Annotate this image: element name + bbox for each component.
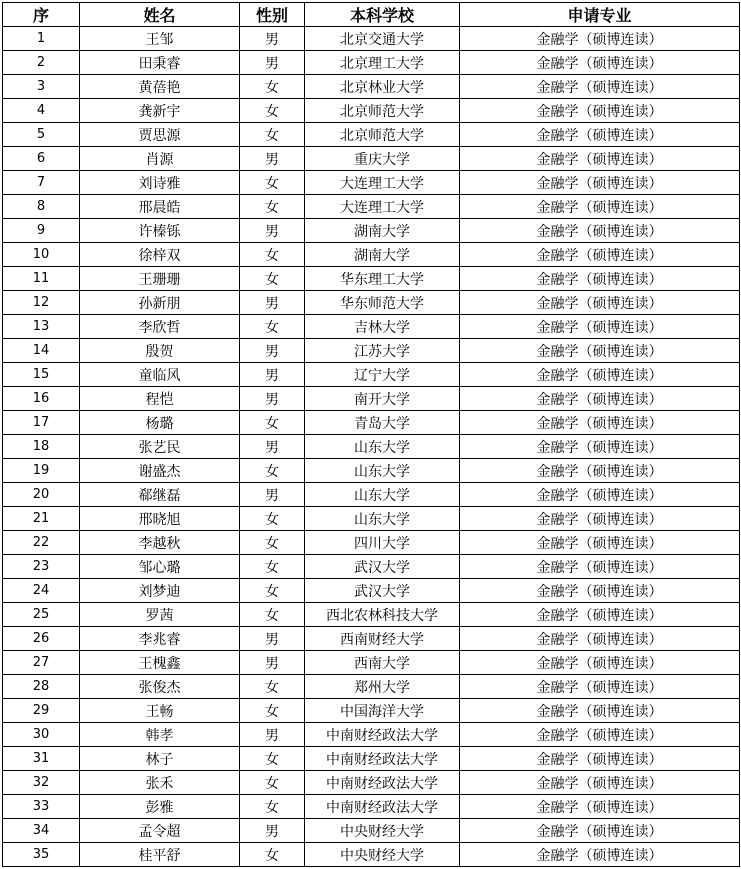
- cell-school: 武汉大学: [305, 555, 460, 579]
- cell-major: 金融学（硕博连读）: [460, 363, 740, 387]
- cell-major: 金融学（硕博连读）: [460, 51, 740, 75]
- table-row: [3, 75, 740, 99]
- cell-major: 金融学（硕博连读）: [460, 819, 740, 843]
- table-row: [3, 27, 740, 51]
- cell-index: 22: [3, 531, 80, 555]
- cell-name: 贾思源: [80, 123, 240, 147]
- cell-name: 殷贺: [80, 339, 240, 363]
- table-row: [3, 339, 740, 363]
- cell-major: 金融学（硕博连读）: [460, 699, 740, 723]
- cell-index: 12: [3, 291, 80, 315]
- cell-gender: 女: [240, 795, 305, 819]
- cell-name: 孟令超: [80, 819, 240, 843]
- cell-gender: 女: [240, 195, 305, 219]
- cell-gender: 男: [240, 819, 305, 843]
- cell-gender: 女: [240, 411, 305, 435]
- cell-name: 孙新朋: [80, 291, 240, 315]
- header-gender: 性别: [240, 3, 305, 27]
- cell-major: 金融学（硕博连读）: [460, 387, 740, 411]
- cell-gender: 男: [240, 27, 305, 51]
- cell-name: 邢晨皓: [80, 195, 240, 219]
- table-header-row: [3, 3, 740, 27]
- cell-major: 金融学（硕博连读）: [460, 147, 740, 171]
- cell-school: 北京交通大学: [305, 27, 460, 51]
- cell-index: 25: [3, 603, 80, 627]
- cell-school: 辽宁大学: [305, 363, 460, 387]
- cell-index: 3: [3, 75, 80, 99]
- cell-gender: 女: [240, 699, 305, 723]
- cell-major: 金融学（硕博连读）: [460, 843, 740, 867]
- cell-school: 西南大学: [305, 651, 460, 675]
- table-row: [3, 627, 740, 651]
- cell-school: 中南财经政法大学: [305, 747, 460, 771]
- cell-index: 8: [3, 195, 80, 219]
- cell-major: 金融学（硕博连读）: [460, 531, 740, 555]
- cell-index: 19: [3, 459, 80, 483]
- cell-index: 13: [3, 315, 80, 339]
- table-row: [3, 699, 740, 723]
- table-row: [3, 579, 740, 603]
- cell-major: 金融学（硕博连读）: [460, 315, 740, 339]
- cell-gender: 男: [240, 435, 305, 459]
- header-name: 姓名: [80, 3, 240, 27]
- cell-gender: 女: [240, 315, 305, 339]
- cell-school: 北京师范大学: [305, 99, 460, 123]
- cell-major: 金融学（硕博连读）: [460, 483, 740, 507]
- cell-school: 湖南大学: [305, 219, 460, 243]
- cell-school: 西北农林科技大学: [305, 603, 460, 627]
- cell-major: 金融学（硕博连读）: [460, 75, 740, 99]
- cell-name: 肖源: [80, 147, 240, 171]
- cell-school: 中南财经政法大学: [305, 795, 460, 819]
- cell-index: 7: [3, 171, 80, 195]
- cell-name: 王邹: [80, 27, 240, 51]
- cell-gender: 女: [240, 459, 305, 483]
- cell-school: 中央财经大学: [305, 843, 460, 867]
- table-row: [3, 291, 740, 315]
- table-row: [3, 483, 740, 507]
- cell-index: 32: [3, 771, 80, 795]
- table-row: [3, 675, 740, 699]
- cell-name: 谢盛杰: [80, 459, 240, 483]
- cell-gender: 男: [240, 339, 305, 363]
- cell-major: 金融学（硕博连读）: [460, 627, 740, 651]
- cell-name: 刘诗雅: [80, 171, 240, 195]
- cell-school: 中南财经政法大学: [305, 723, 460, 747]
- cell-gender: 女: [240, 555, 305, 579]
- table-row: [3, 315, 740, 339]
- cell-name: 桂平舒: [80, 843, 240, 867]
- cell-school: 重庆大学: [305, 147, 460, 171]
- cell-major: 金融学（硕博连读）: [460, 219, 740, 243]
- cell-name: 杨璐: [80, 411, 240, 435]
- cell-name: 罗茜: [80, 603, 240, 627]
- cell-index: 9: [3, 219, 80, 243]
- table-row: [3, 555, 740, 579]
- cell-gender: 女: [240, 603, 305, 627]
- cell-index: 24: [3, 579, 80, 603]
- cell-gender: 男: [240, 651, 305, 675]
- cell-name: 林子: [80, 747, 240, 771]
- cell-index: 1: [3, 27, 80, 51]
- cell-index: 2: [3, 51, 80, 75]
- cell-major: 金融学（硕博连读）: [460, 99, 740, 123]
- cell-index: 10: [3, 243, 80, 267]
- cell-major: 金融学（硕博连读）: [460, 27, 740, 51]
- cell-gender: 女: [240, 747, 305, 771]
- cell-school: 中央财经大学: [305, 819, 460, 843]
- cell-index: 14: [3, 339, 80, 363]
- cell-name: 王槐鑫: [80, 651, 240, 675]
- cell-gender: 男: [240, 51, 305, 75]
- cell-name: 李欣哲: [80, 315, 240, 339]
- cell-major: 金融学（硕博连读）: [460, 459, 740, 483]
- cell-major: 金融学（硕博连读）: [460, 651, 740, 675]
- cell-name: 黄蓓艳: [80, 75, 240, 99]
- cell-index: 27: [3, 651, 80, 675]
- table-row: [3, 435, 740, 459]
- cell-school: 中国海洋大学: [305, 699, 460, 723]
- table-row: [3, 531, 740, 555]
- cell-index: 29: [3, 699, 80, 723]
- cell-major: 金融学（硕博连读）: [460, 507, 740, 531]
- table-row: [3, 147, 740, 171]
- cell-gender: 女: [240, 531, 305, 555]
- cell-index: 15: [3, 363, 80, 387]
- cell-index: 30: [3, 723, 80, 747]
- cell-major: 金融学（硕博连读）: [460, 195, 740, 219]
- cell-name: 程恺: [80, 387, 240, 411]
- cell-gender: 男: [240, 147, 305, 171]
- table-row: [3, 795, 740, 819]
- cell-gender: 女: [240, 123, 305, 147]
- cell-name: 龚新宇: [80, 99, 240, 123]
- cell-gender: 女: [240, 843, 305, 867]
- cell-name: 李兆睿: [80, 627, 240, 651]
- cell-gender: 女: [240, 267, 305, 291]
- table-row: [3, 171, 740, 195]
- cell-school: 北京林业大学: [305, 75, 460, 99]
- table-row: [3, 195, 740, 219]
- cell-major: 金融学（硕博连读）: [460, 123, 740, 147]
- cell-index: 6: [3, 147, 80, 171]
- admission-list-table: [2, 2, 740, 867]
- cell-school: 山东大学: [305, 435, 460, 459]
- cell-school: 大连理工大学: [305, 171, 460, 195]
- cell-index: 11: [3, 267, 80, 291]
- cell-school: 江苏大学: [305, 339, 460, 363]
- cell-gender: 女: [240, 675, 305, 699]
- cell-school: 华东师范大学: [305, 291, 460, 315]
- cell-gender: 女: [240, 243, 305, 267]
- cell-name: 李越秋: [80, 531, 240, 555]
- cell-name: 张俊杰: [80, 675, 240, 699]
- cell-name: 童临风: [80, 363, 240, 387]
- cell-gender: 女: [240, 771, 305, 795]
- cell-school: 华东理工大学: [305, 267, 460, 291]
- cell-index: 21: [3, 507, 80, 531]
- cell-name: 徐梓双: [80, 243, 240, 267]
- cell-major: 金融学（硕博连读）: [460, 747, 740, 771]
- cell-school: 山东大学: [305, 507, 460, 531]
- cell-school: 北京师范大学: [305, 123, 460, 147]
- cell-major: 金融学（硕博连读）: [460, 339, 740, 363]
- header-school: 本科学校: [305, 3, 460, 27]
- cell-major: 金融学（硕博连读）: [460, 267, 740, 291]
- cell-major: 金融学（硕博连读）: [460, 795, 740, 819]
- cell-major: 金融学（硕博连读）: [460, 555, 740, 579]
- cell-gender: 男: [240, 387, 305, 411]
- cell-name: 田秉睿: [80, 51, 240, 75]
- table-row: [3, 507, 740, 531]
- cell-gender: 女: [240, 99, 305, 123]
- table-row: [3, 843, 740, 867]
- cell-index: 33: [3, 795, 80, 819]
- cell-school: 武汉大学: [305, 579, 460, 603]
- cell-school: 北京理工大学: [305, 51, 460, 75]
- header-major: 申请专业: [460, 3, 740, 27]
- cell-index: 17: [3, 411, 80, 435]
- cell-major: 金融学（硕博连读）: [460, 291, 740, 315]
- cell-gender: 男: [240, 291, 305, 315]
- cell-name: 刘梦迪: [80, 579, 240, 603]
- cell-major: 金融学（硕博连读）: [460, 723, 740, 747]
- table-row: [3, 219, 740, 243]
- cell-gender: 男: [240, 723, 305, 747]
- cell-name: 邹心璐: [80, 555, 240, 579]
- table-row: [3, 723, 740, 747]
- cell-major: 金融学（硕博连读）: [460, 675, 740, 699]
- cell-name: 郗继磊: [80, 483, 240, 507]
- cell-gender: 男: [240, 627, 305, 651]
- table-row: [3, 651, 740, 675]
- cell-index: 18: [3, 435, 80, 459]
- cell-index: 26: [3, 627, 80, 651]
- cell-index: 5: [3, 123, 80, 147]
- cell-name: 王珊珊: [80, 267, 240, 291]
- table-row: [3, 123, 740, 147]
- cell-index: 31: [3, 747, 80, 771]
- cell-index: 4: [3, 99, 80, 123]
- cell-major: 金融学（硕博连读）: [460, 603, 740, 627]
- header-index: 序: [3, 3, 80, 27]
- table-row: [3, 387, 740, 411]
- cell-gender: 女: [240, 507, 305, 531]
- table-row: [3, 819, 740, 843]
- cell-name: 彭雅: [80, 795, 240, 819]
- cell-name: 邢晓旭: [80, 507, 240, 531]
- cell-school: 西南财经大学: [305, 627, 460, 651]
- table-row: [3, 363, 740, 387]
- cell-major: 金融学（硕博连读）: [460, 243, 740, 267]
- table-body: [3, 27, 740, 867]
- cell-major: 金融学（硕博连读）: [460, 171, 740, 195]
- cell-school: 南开大学: [305, 387, 460, 411]
- cell-school: 山东大学: [305, 483, 460, 507]
- cell-index: 28: [3, 675, 80, 699]
- table-row: [3, 459, 740, 483]
- cell-name: 王畅: [80, 699, 240, 723]
- table-row: [3, 51, 740, 75]
- table-row: [3, 267, 740, 291]
- cell-gender: 女: [240, 171, 305, 195]
- cell-gender: 女: [240, 579, 305, 603]
- cell-school: 郑州大学: [305, 675, 460, 699]
- cell-major: 金融学（硕博连读）: [460, 579, 740, 603]
- cell-gender: 男: [240, 363, 305, 387]
- table-row: [3, 747, 740, 771]
- cell-school: 青岛大学: [305, 411, 460, 435]
- cell-name: 许榛铄: [80, 219, 240, 243]
- table-row: [3, 243, 740, 267]
- cell-school: 吉林大学: [305, 315, 460, 339]
- cell-index: 20: [3, 483, 80, 507]
- cell-gender: 男: [240, 483, 305, 507]
- cell-index: 35: [3, 843, 80, 867]
- cell-index: 23: [3, 555, 80, 579]
- cell-school: 湖南大学: [305, 243, 460, 267]
- table-row: [3, 99, 740, 123]
- cell-name: 张艺民: [80, 435, 240, 459]
- cell-index: 16: [3, 387, 80, 411]
- cell-name: 张禾: [80, 771, 240, 795]
- cell-gender: 女: [240, 75, 305, 99]
- cell-school: 中南财经政法大学: [305, 771, 460, 795]
- table-row: [3, 771, 740, 795]
- cell-major: 金融学（硕博连读）: [460, 435, 740, 459]
- cell-school: 四川大学: [305, 531, 460, 555]
- cell-gender: 男: [240, 219, 305, 243]
- table-row: [3, 411, 740, 435]
- table-row: [3, 603, 740, 627]
- cell-name: 韩孝: [80, 723, 240, 747]
- cell-major: 金融学（硕博连读）: [460, 771, 740, 795]
- cell-index: 34: [3, 819, 80, 843]
- cell-school: 山东大学: [305, 459, 460, 483]
- cell-school: 大连理工大学: [305, 195, 460, 219]
- cell-major: 金融学（硕博连读）: [460, 411, 740, 435]
